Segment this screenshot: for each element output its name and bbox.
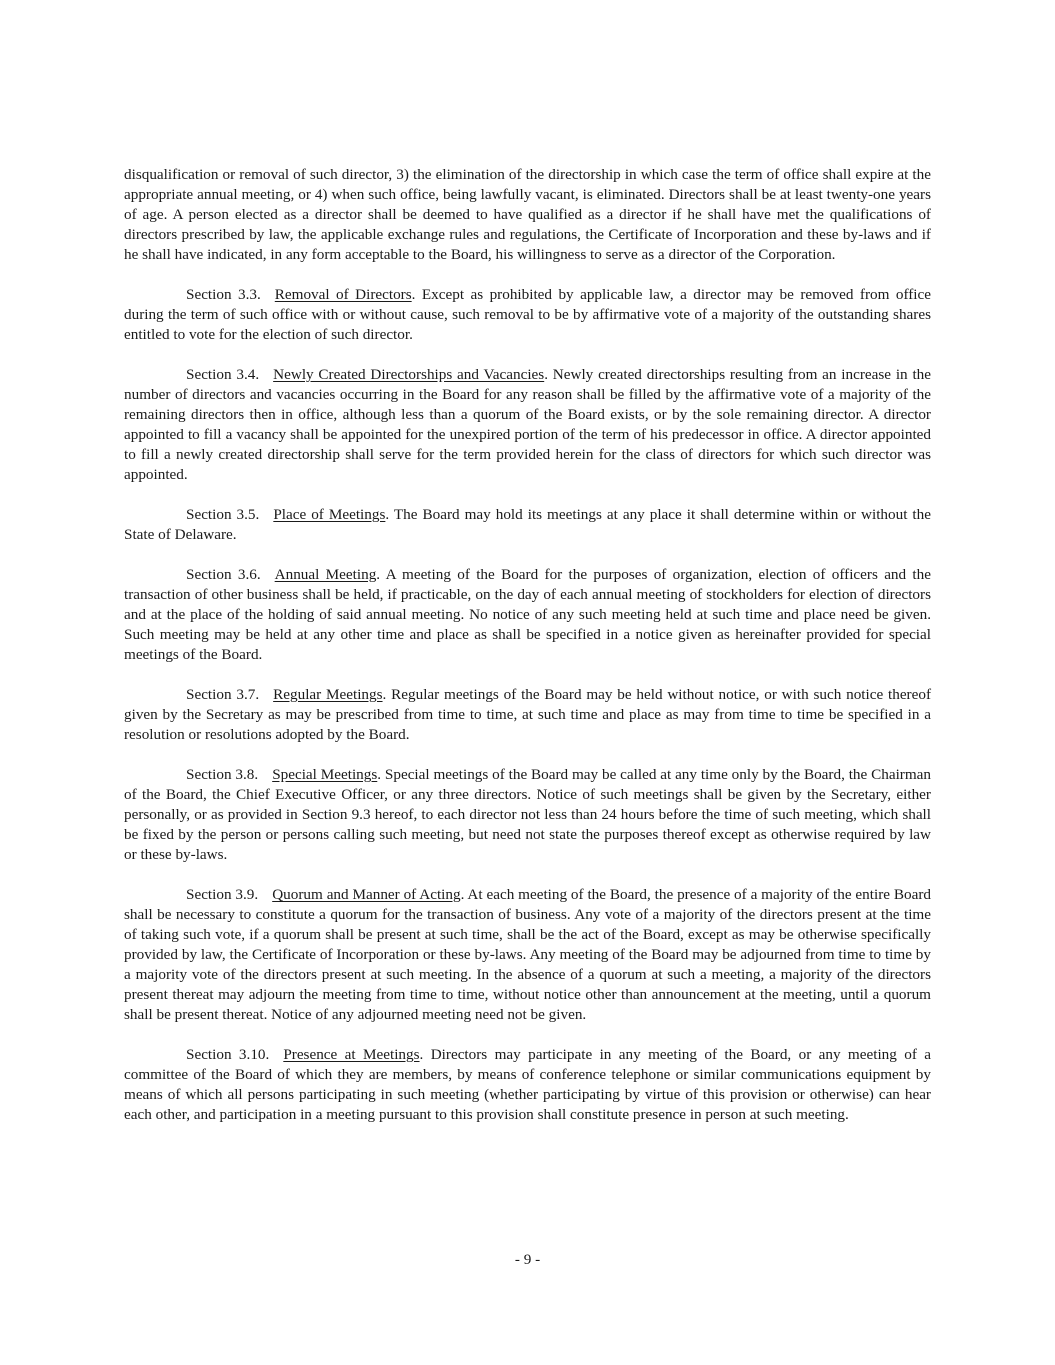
section-body: . Except as prohibited by applicable law, a director may be removed from office during the term of such office with or without cause, such removal to be by affirmative vote of a majority of the outstanding shares entitled to vote for the election of such director. bbox=[124, 286, 931, 343]
section-body: . Newly created directorships resulting from an increase in the number of directors and vacancies occurring in the Board for any reason shall be filled by the affirmative vote of a majority of the remaining directors then in office, although less than a quorum of the Board exists, or by the sole remaining director. A director appointed to fill a vacancy shall be appointed for the unexpired portion of the term of his predecessor in office. A director appointed to fill a newly created directorship shall serve for the term provided herein for the class of directors for which such director was appointed. bbox=[124, 366, 931, 483]
section-3-4 bbox=[124, 365, 931, 485]
section-number: Section 3.7. bbox=[186, 686, 260, 703]
section-title: Newly Created Directorships and Vacancies bbox=[273, 366, 545, 383]
section-title: Annual Meeting bbox=[274, 566, 377, 583]
section-number: Section 3.5. bbox=[186, 506, 260, 523]
section-3-9 bbox=[124, 885, 931, 1025]
section-body: . Regular meetings of the Board may be held without notice, or with such notice thereof given by the Secretary as may be prescribed from time to time, at such time and place as may from time to time be specified in a resolution or resolutions adopted by the Board. bbox=[124, 686, 932, 743]
section-title: Special Meetings bbox=[272, 766, 378, 783]
section-number: Section 3.10. bbox=[186, 1046, 270, 1063]
section-body: . Special meetings of the Board may be called at any time only by the Board, the Chairman of the Board, the Chief Executive Officer, or any three directors. Notice of such meetings shall be given by the Secretary, either personally, or as provided in Section 9.3 hereof, to each director not less than 24 hours before the time of such meeting, which shall be fixed by the person or persons calling such meeting, but need not state the purposes thereof except as otherwise required by law or these by-laws. bbox=[124, 766, 931, 863]
section-3-5 bbox=[124, 505, 931, 545]
section-title: Presence at Meetings bbox=[283, 1046, 420, 1063]
section-3-8 bbox=[124, 765, 931, 865]
section-title: Regular Meetings bbox=[273, 686, 383, 703]
section-3-6 bbox=[124, 565, 931, 665]
section-body: . A meeting of the Board for the purposes of organization, election of officers and the transaction of other business shall be held, if practicable, on the day of each annual meeting of stockholders for election of directors and at the place of the holding of said annual meeting. No notice of any such meeting held at such time and place need be given. Such meeting may be held at any other time and place as shall be specified in a notice given as hereinafter provided for special meetings of the Board. bbox=[124, 566, 931, 663]
section-3-3 bbox=[124, 285, 931, 345]
section-number: Section 3.3. bbox=[186, 286, 261, 303]
page-number: - 9 - bbox=[514, 1251, 541, 1268]
section-title: Removal of Directors bbox=[274, 286, 412, 303]
document-body bbox=[124, 165, 931, 1145]
section-3-10 bbox=[124, 1045, 931, 1125]
section-number: Section 3.8. bbox=[186, 766, 259, 783]
section-body: . The Board may hold its meetings at any place it shall determine within or without the State of Delaware. bbox=[124, 506, 931, 543]
section-title: Place of Meetings bbox=[273, 506, 386, 523]
section-number: Section 3.4. bbox=[186, 366, 260, 383]
section-3-7 bbox=[124, 685, 931, 745]
section-body: . At each meeting of the Board, the presence of a majority of the entire Board shall be necessary to constitute a quorum for the transaction of business. Any vote of a majority of the directors present at the time of taking such vote, if a quorum shall be present at such time, shall be the act of the Board, except as may be otherwise specifically provided by law, the Certificate of Incorporation or these by-laws. Any meeting of the Board may be adjourned from time to time by a majority vote of the directors present at such meeting. In the absence of a quorum at such a meeting, a majority of the directors present thereat may adjourn the meeting from time to time, without notice other than announcement at the meeting, until a quorum shall be present thereat. Notice of any adjourned meeting need not be given. bbox=[124, 886, 931, 1023]
section-number: Section 3.6. bbox=[186, 566, 261, 583]
section-title: Quorum and Manner of Acting bbox=[272, 886, 461, 903]
section-number: Section 3.9. bbox=[186, 886, 259, 903]
opening-paragraph: disqualification or removal of such director, 3) the elimination of the directorship in which case the term of office shall expire at the appropriate annual meeting, or 4) when such office, being lawfully vacant, is eliminated. Directors shall be at least twenty-one years of age. A person elected as a director shall be deemed to have qualified as a director if he shall have met the qualifications of directors prescribed by law, the applicable exchange rules and regulations, the Certificate of Incorporation and these by-laws and if he shall have indicated, in any form acceptable to the Board, his willingness to serve as a director of the Corporation. bbox=[124, 166, 931, 263]
section-body: . Directors may participate in any meeting of the Board, or any meeting of a committee of the Board of which they are members, by means of conference telephone or similar communications equipment by means of which all persons participating in such meeting (whether participating by virtue of this provision or otherwise) can hear each other, and participation in a meeting pursuant to this provision shall constitute presence in person at such meeting. bbox=[124, 1046, 931, 1123]
